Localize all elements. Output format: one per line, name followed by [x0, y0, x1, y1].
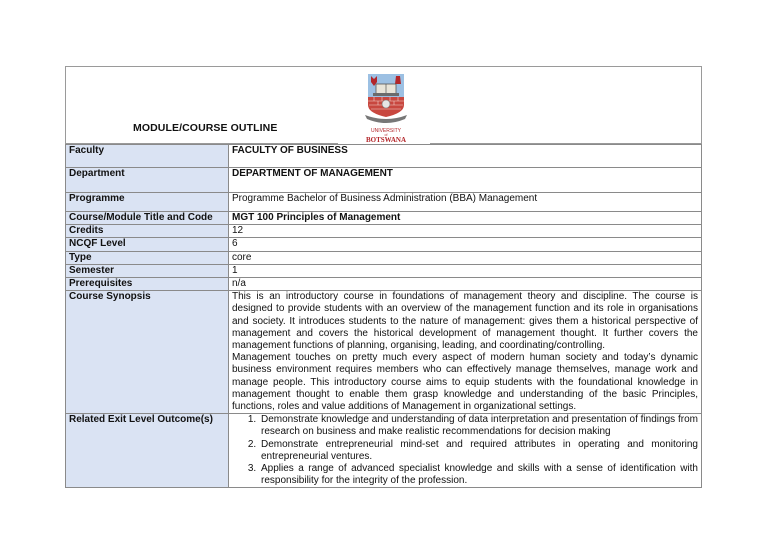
table-row-exit-outcomes	[66, 414, 702, 488]
row-label: NCQF Level	[66, 238, 229, 251]
row-value: FACULTY OF BUSINESS	[229, 145, 702, 168]
row-label: Type	[66, 251, 229, 264]
row-label: Credits	[66, 225, 229, 238]
course-outline-table	[65, 144, 702, 488]
row-label: Semester	[66, 264, 229, 277]
row-label: Programme	[66, 193, 229, 212]
outcomes-list-cell	[229, 414, 702, 488]
document-title: MODULE/COURSE OUTLINE	[133, 122, 278, 134]
row-value: 6	[229, 238, 702, 251]
list-item: 1. Demonstrate knowledge and understanding of data interpretation and presentation of findings from research on business and make realistic recommendations for decision making	[259, 414, 698, 438]
list-item: 2. Demonstrate entrepreneurial mind-set and required attributes in operating and monitoring entrepreneurial ventures.	[259, 439, 698, 463]
svg-text:of: of	[384, 133, 388, 137]
outcomes-list	[232, 414, 698, 487]
table-row-course-title	[66, 212, 702, 225]
table-row-ncqf-level	[66, 238, 702, 251]
row-value: 12	[229, 225, 702, 238]
row-value: n/a	[229, 278, 702, 291]
row-label: Faculty	[66, 145, 229, 168]
svg-text:BOTSWANA: BOTSWANA	[365, 136, 407, 143]
row-value: MGT 100 Principles of Management	[229, 212, 702, 225]
table-row-synopsis	[66, 291, 702, 414]
row-value: core	[229, 251, 702, 264]
synopsis-paragraph-2: Management touches on pretty much every aspect of modern human society and today’s dynamic business environment requires members who can effectively manage themselves, manage work and manage people. This introductory course aims to equip students with the foundational knowledge in management thought to enable them grasp knowledge and understanding of the basic Principles, functions, roles and value additions of Management in organizational settings.	[232, 352, 698, 413]
row-value: 1	[229, 264, 702, 277]
row-value: Programme Bachelor of Business Administration (BBA) Management	[229, 193, 702, 212]
table-row-credits	[66, 225, 702, 238]
list-item: 3. Applies a range of advanced specialist knowledge and skills with a sense of identification with responsibility for the integrity of the profession.	[259, 463, 698, 487]
table-row-prerequisites	[66, 278, 702, 291]
table-row-programme	[66, 193, 702, 212]
university-logo	[360, 71, 412, 143]
row-label: Course Synopsis	[66, 291, 229, 414]
row-label: Department	[66, 168, 229, 193]
synopsis-text	[229, 291, 702, 414]
table-row-type	[66, 251, 702, 264]
table-row-department	[66, 168, 702, 193]
university-crest-icon	[360, 71, 412, 143]
synopsis-paragraph-1: This is an introductory course in foundations of management theory and discipline. The course is designed to provide students with an overview of the management function and its role in organisations and society. It introduces students to the nature of management: gives them a historical perspective of management and covers the historical development of management thought. It further covers the management functions of planning, organising, leading, and coordinating/controlling.	[232, 291, 698, 352]
row-label: Course/Module Title and Code	[66, 212, 229, 225]
svg-text:UNIVERSITY: UNIVERSITY	[370, 128, 402, 134]
row-value: DEPARTMENT OF MANAGEMENT	[229, 168, 702, 193]
table-row-faculty	[66, 145, 702, 168]
row-label: Related Exit Level Outcome(s)	[66, 414, 229, 488]
row-label: Prerequisites	[66, 278, 229, 291]
table-row-semester	[66, 264, 702, 277]
